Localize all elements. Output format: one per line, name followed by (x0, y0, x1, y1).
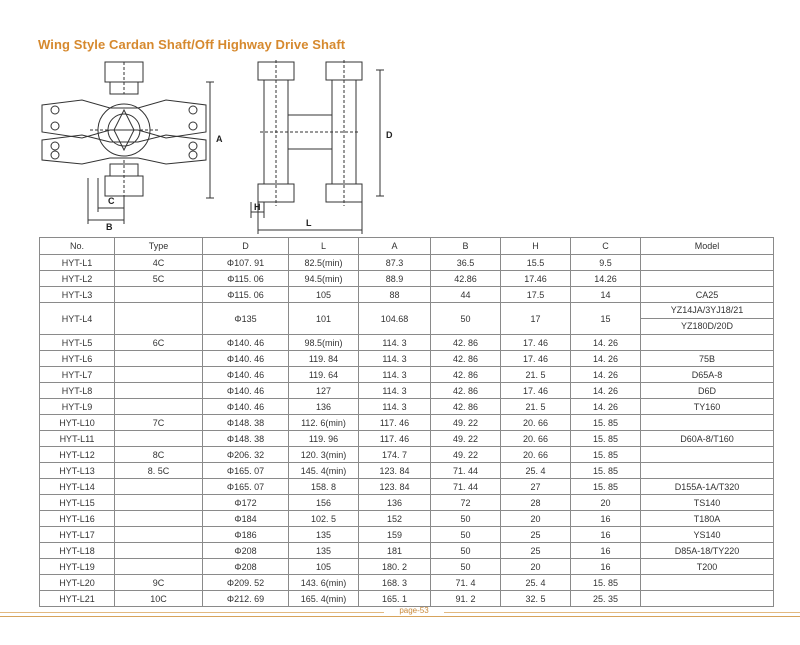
table-cell: TS140 (641, 495, 774, 511)
table-row (40, 511, 774, 527)
table-cell: 14. 26 (571, 351, 641, 367)
table-cell: 123. 84 (359, 479, 431, 495)
table-cell (641, 271, 774, 287)
table-cell: D85A-18/TY220 (641, 543, 774, 559)
table-cell: Φ208 (203, 543, 289, 559)
table-cell: 17.5 (501, 287, 571, 303)
dim-label-l: L (306, 218, 312, 228)
table-row (40, 447, 774, 463)
table-cell: 42. 86 (431, 335, 501, 351)
column-header: Type (115, 238, 203, 255)
table-cell: T180A (641, 511, 774, 527)
table-cell: 17.46 (501, 271, 571, 287)
model-line: YZ14JA/3YJ18/21 (641, 303, 773, 319)
table-cell (641, 463, 774, 479)
table-row (40, 527, 774, 543)
table-cell: HYT-L17 (40, 527, 115, 543)
table-row (40, 255, 774, 271)
table-cell: 20. 66 (501, 415, 571, 431)
table-cell: 71. 44 (431, 479, 501, 495)
table-cell: 180. 2 (359, 559, 431, 575)
table-cell: Φ140. 46 (203, 367, 289, 383)
cardan-joint-drawing (30, 60, 430, 240)
table-cell: D155A-1A/T320 (641, 479, 774, 495)
table-cell (115, 303, 203, 335)
table-cell: 72 (431, 495, 501, 511)
table-cell: 14. 26 (571, 383, 641, 399)
table-cell: Φ212. 69 (203, 591, 289, 607)
table-row (40, 415, 774, 431)
table-cell: HYT-L21 (40, 591, 115, 607)
table-cell: HYT-L7 (40, 367, 115, 383)
table-cell: HYT-L18 (40, 543, 115, 559)
table-cell: 20 (501, 559, 571, 575)
dim-label-a: A (216, 134, 223, 144)
table-cell: 94.5(min) (289, 271, 359, 287)
table-row (40, 383, 774, 399)
table-cell (115, 383, 203, 399)
table-cell: Φ209. 52 (203, 575, 289, 591)
table-cell: HYT-L6 (40, 351, 115, 367)
table-cell (115, 479, 203, 495)
column-header: C (571, 238, 641, 255)
table-cell: 25. 35 (571, 591, 641, 607)
table-cell: 16 (571, 559, 641, 575)
table-cell: HYT-L11 (40, 431, 115, 447)
table-cell: 5C (115, 271, 203, 287)
table-cell: 14. 26 (571, 367, 641, 383)
table-cell: 71. 44 (431, 463, 501, 479)
table-cell: HYT-L2 (40, 271, 115, 287)
table-cell: 143. 6(min) (289, 575, 359, 591)
table-cell: HYT-L20 (40, 575, 115, 591)
table-cell: 6C (115, 335, 203, 351)
table-cell: 42. 86 (431, 383, 501, 399)
table-cell: 9.5 (571, 255, 641, 271)
table-row (40, 271, 774, 287)
table-cell: 71. 4 (431, 575, 501, 591)
table-cell (641, 303, 774, 335)
table-cell (115, 431, 203, 447)
table-row (40, 479, 774, 495)
table-cell (641, 591, 774, 607)
table-cell (115, 399, 203, 415)
column-header: L (289, 238, 359, 255)
table-cell: 16 (571, 511, 641, 527)
table-cell: 10C (115, 591, 203, 607)
table-row (40, 559, 774, 575)
table-cell (115, 367, 203, 383)
table-cell: 88 (359, 287, 431, 303)
table-cell: HYT-L12 (40, 447, 115, 463)
column-header: A (359, 238, 431, 255)
table-cell: 25 (501, 543, 571, 559)
spec-table (39, 237, 774, 607)
table-cell: 50 (431, 511, 501, 527)
table-cell: 25 (501, 527, 571, 543)
table-cell: Φ208 (203, 559, 289, 575)
table-cell: 119. 64 (289, 367, 359, 383)
table-cell: 135 (289, 527, 359, 543)
column-header: B (431, 238, 501, 255)
table-cell: HYT-L15 (40, 495, 115, 511)
table-cell: Φ115. 06 (203, 271, 289, 287)
table-cell: Φ107. 91 (203, 255, 289, 271)
table-cell: 25. 4 (501, 463, 571, 479)
table-cell: Φ140. 46 (203, 335, 289, 351)
table-cell: HYT-L10 (40, 415, 115, 431)
table-cell: 98.5(min) (289, 335, 359, 351)
table-cell (115, 527, 203, 543)
table-cell: 165. 1 (359, 591, 431, 607)
table-cell: 15. 85 (571, 415, 641, 431)
table-cell: 49. 22 (431, 447, 501, 463)
table-cell: HYT-L8 (40, 383, 115, 399)
page-title: Wing Style Cardan Shaft/Off Highway Drive Shaft (38, 37, 346, 52)
footer-rule-right (444, 612, 800, 613)
table-cell: Φ148. 38 (203, 431, 289, 447)
table-cell: 17 (501, 303, 571, 335)
table-cell: CA25 (641, 287, 774, 303)
table-cell: HYT-L1 (40, 255, 115, 271)
table-cell: Φ148. 38 (203, 415, 289, 431)
table-row (40, 543, 774, 559)
table-cell: 50 (431, 559, 501, 575)
table-cell: 4C (115, 255, 203, 271)
table-cell: 120. 3(min) (289, 447, 359, 463)
table-cell: HYT-L14 (40, 479, 115, 495)
table-row (40, 303, 774, 335)
table-cell: 14. 26 (571, 399, 641, 415)
table-cell: 42. 86 (431, 399, 501, 415)
table-cell: 114. 3 (359, 367, 431, 383)
table-cell: 25. 4 (501, 575, 571, 591)
table-cell: 17. 46 (501, 351, 571, 367)
table-cell: 159 (359, 527, 431, 543)
table-row (40, 335, 774, 351)
column-header: D (203, 238, 289, 255)
table-cell: 127 (289, 383, 359, 399)
table-cell: 135 (289, 543, 359, 559)
dim-label-b: B (106, 222, 113, 232)
table-cell: T200 (641, 559, 774, 575)
table-cell: 44 (431, 287, 501, 303)
table-cell: Φ186 (203, 527, 289, 543)
table-cell: 136 (289, 399, 359, 415)
table-cell: 28 (501, 495, 571, 511)
table-cell: 168. 3 (359, 575, 431, 591)
dim-label-c: C (108, 196, 115, 206)
table-cell (641, 575, 774, 591)
table-cell: HYT-L19 (40, 559, 115, 575)
table-cell: 36.5 (431, 255, 501, 271)
table-cell: HYT-L16 (40, 511, 115, 527)
page-number: page-53 (399, 606, 429, 615)
table-cell: Φ140. 46 (203, 383, 289, 399)
table-cell: 49. 22 (431, 431, 501, 447)
table-cell: HYT-L3 (40, 287, 115, 303)
side-view-drawing (251, 60, 384, 234)
table-cell: Φ140. 46 (203, 399, 289, 415)
table-cell: 114. 3 (359, 335, 431, 351)
dim-label-h: H (254, 202, 261, 212)
table-cell: 20. 66 (501, 431, 571, 447)
table-cell: 136 (359, 495, 431, 511)
table-cell: 14.26 (571, 271, 641, 287)
table-cell: 49. 22 (431, 415, 501, 431)
table-cell: Φ184 (203, 511, 289, 527)
table-cell: 105 (289, 559, 359, 575)
table-cell: 16 (571, 543, 641, 559)
table-cell (115, 511, 203, 527)
table-cell: 50 (431, 543, 501, 559)
table-cell: 119. 96 (289, 431, 359, 447)
table-cell: 42.86 (431, 271, 501, 287)
table-cell: HYT-L5 (40, 335, 115, 351)
table-cell: 87.3 (359, 255, 431, 271)
table-cell (641, 447, 774, 463)
table-cell: HYT-L13 (40, 463, 115, 479)
table-cell: 8. 5C (115, 463, 203, 479)
table-row (40, 575, 774, 591)
table-cell: D65A-8 (641, 367, 774, 383)
table-cell: HYT-L4 (40, 303, 115, 335)
table-cell: 156 (289, 495, 359, 511)
table-header-row (40, 238, 774, 255)
model-line: YZ180D/20D (680, 321, 734, 331)
table-row (40, 287, 774, 303)
table-cell: 91. 2 (431, 591, 501, 607)
table-cell: 88.9 (359, 271, 431, 287)
table-row (40, 351, 774, 367)
table-cell: 145. 4(min) (289, 463, 359, 479)
table-cell: 119. 84 (289, 351, 359, 367)
top-margin (0, 0, 800, 20)
table-cell: 117. 46 (359, 415, 431, 431)
table-cell: 15 (571, 303, 641, 335)
table-cell: 15. 85 (571, 463, 641, 479)
table-cell: 20 (571, 495, 641, 511)
table-cell: D6D (641, 383, 774, 399)
table-cell (115, 495, 203, 511)
table-cell: 114. 3 (359, 383, 431, 399)
table-cell: TY160 (641, 399, 774, 415)
table-cell: 20 (501, 511, 571, 527)
table-cell: 14. 26 (571, 335, 641, 351)
table-cell: Φ206. 32 (203, 447, 289, 463)
dim-label-d: D (386, 130, 393, 140)
table-cell: 101 (289, 303, 359, 335)
table-cell: 14 (571, 287, 641, 303)
table-cell: Φ165. 07 (203, 463, 289, 479)
table-cell: D60A-8/T160 (641, 431, 774, 447)
table-row (40, 463, 774, 479)
table-cell (641, 255, 774, 271)
table-cell: 9C (115, 575, 203, 591)
column-header: Model (641, 238, 774, 255)
footer-rule (0, 616, 800, 617)
table-cell: 17. 46 (501, 383, 571, 399)
table-cell (641, 335, 774, 351)
table-cell: 15. 85 (571, 431, 641, 447)
table-row (40, 431, 774, 447)
table-cell: Φ140. 46 (203, 351, 289, 367)
table-cell (641, 415, 774, 431)
table-cell: 17. 46 (501, 335, 571, 351)
table-cell: 102. 5 (289, 511, 359, 527)
table-cell: 15. 85 (571, 479, 641, 495)
front-view-drawing (42, 62, 214, 224)
footer-rule-left (0, 612, 384, 613)
table-cell: Φ172 (203, 495, 289, 511)
table-cell: 112. 6(min) (289, 415, 359, 431)
table-cell: 181 (359, 543, 431, 559)
table-cell (115, 543, 203, 559)
table-cell: 8C (115, 447, 203, 463)
table-cell: 21. 5 (501, 399, 571, 415)
table-cell: 174. 7 (359, 447, 431, 463)
table-cell: 114. 3 (359, 351, 431, 367)
table-cell: 75B (641, 351, 774, 367)
table-cell: 158. 8 (289, 479, 359, 495)
table-cell: 105 (289, 287, 359, 303)
table-cell: 32. 5 (501, 591, 571, 607)
column-header: No. (40, 238, 115, 255)
table-row (40, 495, 774, 511)
table-cell: Φ165. 07 (203, 479, 289, 495)
table-cell: 42. 86 (431, 367, 501, 383)
table-row (40, 399, 774, 415)
table-cell (115, 351, 203, 367)
table-cell: HYT-L9 (40, 399, 115, 415)
table-cell: 21. 5 (501, 367, 571, 383)
table-cell: 7C (115, 415, 203, 431)
table-cell: 15. 85 (571, 575, 641, 591)
table-cell: 152 (359, 511, 431, 527)
table-cell: 165. 4(min) (289, 591, 359, 607)
table-cell: 50 (431, 527, 501, 543)
table-body (40, 255, 774, 607)
table-cell: 50 (431, 303, 501, 335)
table-cell: 15.5 (501, 255, 571, 271)
table-cell: Φ115. 06 (203, 287, 289, 303)
table-cell: 123. 84 (359, 463, 431, 479)
table-cell: 42. 86 (431, 351, 501, 367)
table-cell: 20. 66 (501, 447, 571, 463)
column-header: H (501, 238, 571, 255)
table-cell: Φ135 (203, 303, 289, 335)
table-cell: YS140 (641, 527, 774, 543)
table-cell: 114. 3 (359, 399, 431, 415)
table-cell: 16 (571, 527, 641, 543)
table-cell: 117. 46 (359, 431, 431, 447)
table-row (40, 591, 774, 607)
table-cell: 82.5(min) (289, 255, 359, 271)
table-cell (115, 287, 203, 303)
table-cell: 15. 85 (571, 447, 641, 463)
table-cell: 104.68 (359, 303, 431, 335)
table-row (40, 367, 774, 383)
table-cell (115, 559, 203, 575)
table-cell: 27 (501, 479, 571, 495)
